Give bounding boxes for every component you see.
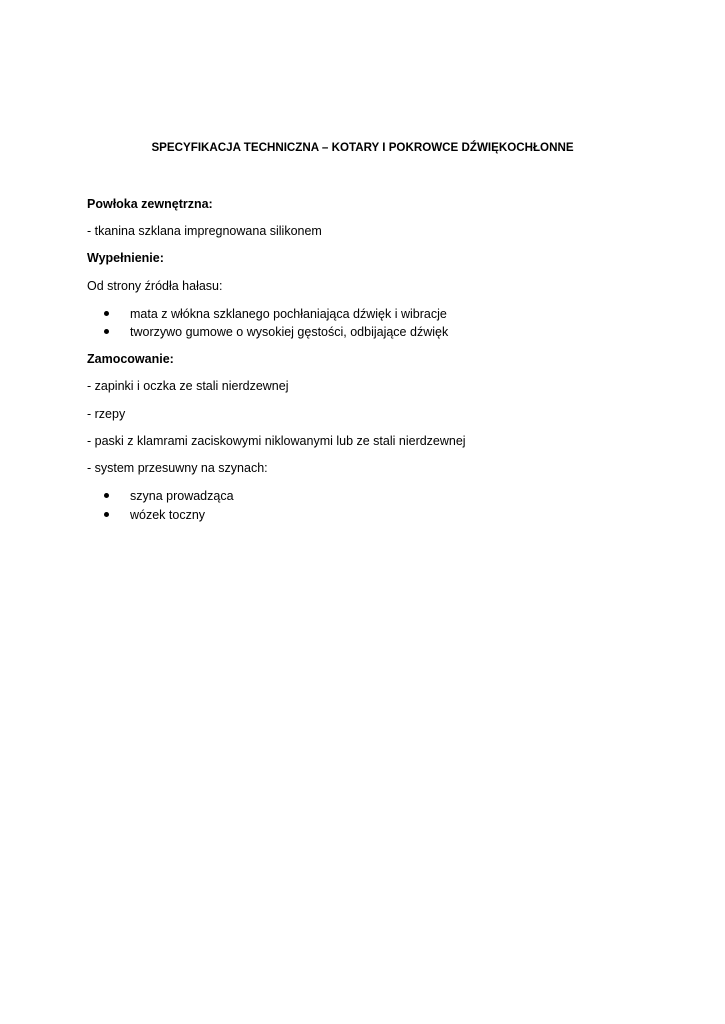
mounting-line: - paski z klamrami zaciskowymi niklowanymi lub ze stali nierdzewnej [87,434,466,448]
filling-intro: Od strony źródła hałasu: [87,279,223,293]
bullet-icon [104,306,130,322]
mounting-line: - system przesuwny na szynach: [87,461,268,475]
mounting-item-text: wózek toczny [130,508,206,522]
filling-list-item [104,306,447,322]
coating-heading: Powłoka zewnętrzna: [87,197,213,211]
filling-item-text: tworzywo gumowe o wysokiej gęstości, odbijające dźwięk [130,325,449,339]
mounting-heading: Zamocowanie: [87,352,174,366]
bullet-icon [104,507,130,523]
mounting-list-item [104,488,234,504]
bullet-icon [104,324,130,340]
mounting-list-item [104,507,205,523]
mounting-line: - zapinki i oczka ze stali nierdzewnej [87,379,289,393]
filling-item-text: mata z włókna szklanego pochłaniająca dźwięk i wibracje [130,307,447,321]
document-title: SPECYFIKACJA TECHNICZNA – KOTARY I POKROWCE DŹWIĘKOCHŁONNE [151,141,574,154]
filling-list-item [104,324,448,340]
coating-line: - tkanina szklana impregnowana silikonem [87,224,322,238]
mounting-line: - rzepy [87,407,126,421]
filling-heading: Wypełnienie: [87,251,164,265]
mounting-item-text: szyna prowadząca [130,489,234,503]
bullet-icon [104,488,130,504]
